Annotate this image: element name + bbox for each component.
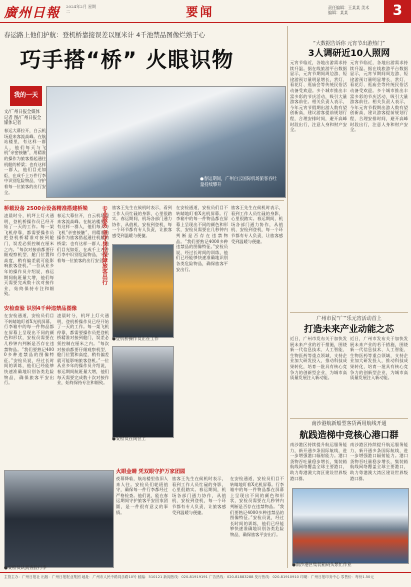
sub1-text-col1: 凌晨时分，机坪上灯火通明，登机桥操作员已经开始了一天的工作。每一架飞机停靠，都需要操作员把登机桥精准对接到舱门，误差必须控制在厘米之内。“每次对接前都要仔细观察机型、舱门位置和高度，稍有偏差就可能影响旅客登机。”一位从业多年的操作员介绍说，春运期间航班量大增，他们每天需要完成数十次对接作业，始终保持专注和细致。 (4, 213, 54, 297)
sub1-title: 桥载设备 2500台设备精准搭建桥梁 (4, 206, 88, 212)
right-story1-title: 3人调研近10人照网 (308, 49, 390, 59)
sub2-title: 安检查验 识别4千种违禁品图像 (4, 306, 77, 312)
right-story1-kicker: “大数据告诉你 元宵节出游热门” (313, 41, 385, 47)
main-text-col4: 旅客王先生在候机时表示，看到工作人员忙碌的身影，心里很踏实。春运期间，机场各部门通力协作，从值机、安检到登机，每一个环节都有专人负责，让旅客感受到温暖与便捷。 (231, 205, 283, 244)
sub1-text-col2: 春运大幕拉开，白云机场迎来客流高峰。在航站楼里，有这样一群人，他们每天与飞机“亲密接触”，用精准的操作为旅客搭起通往机舱的桥梁；也有这样一群人，他们目光如炬，在成千上万件行李中识别危险物品，守护着每一位旅客的出行安全。 (57, 213, 109, 263)
footer: 主管主办：广州日报社 出版：广州日报报业集团 地址：广州市人民中路同乐路10号 邮编：510121 新闻热线：020-81919191 广告热线：020-81883288 发行热线：020-81910910 印刷：广州日报印务中心 零售价：每份1.50元 (0, 572, 411, 587)
worker2-caption: ●安检员在岗位上 (112, 437, 146, 442)
section-title: 要闻 (186, 5, 215, 19)
newspaper-logo: 廣州日報 (4, 6, 61, 21)
column-divider (287, 26, 288, 568)
sub4-text-col2: 旅客王先生在候机时表示，看到工作人员忙碌的身影，心里很踏实。春运期间，机场各部门通力协作，从值机、安检到登机，每一个环节都有专人负责，让旅客感受到温暖与便捷。 (172, 476, 226, 515)
sub4-title: 火眼金睛 凭双眼守护万家团圆 (116, 469, 186, 475)
right-story1-text-col2: 元宵节临近，各地出游需求持续升温。据在线旅游平台数据显示，元宵节期间周边游、短途游预订量明显增长，赏灯、看花灯、逛庙会等传统民俗活动备受欢迎。多个城市推出丰富多彩的节庆活动，吸引大量游客前往。相关负责人表示，今年元宵节假期出游人数有望创新高，建议游客提前规划行程，合理安排时间，避开高峰时段出行，注意人身和财产安全。 (350, 60, 408, 133)
right-divider-1 (290, 312, 408, 313)
right-story2-text-col2: 近日，广州市发布关于加快发展未来产业的若干措施，围绕新一代信息技术、人工智能、生物医药等重点领域，支持企业加大研发投入，推动科技成果转化，培育一批具有核心竞争力的创新型企业，为城市高质量发展注入新动能。 (350, 336, 408, 381)
sub4-text-col3: 在安检通道，安检员们目不转睛地盯着X光机屏幕。行李箱中的每一件物品都在屏幕上呈现出不同的颜色和形状，安检员需要在几秒钟内判断是否存在违禁物品。“我们要熟记4000多种违禁品的图像特征。”安检员说，经过长时间的训练，他们已经能够快速准确地识别各类危险物品，确保旅客平安出行。 (230, 476, 284, 537)
right-divider-2 (290, 418, 408, 419)
right-story3-text-col2: 南沙港区持续提升航运服务能力，新开通多条国际航线，进一步增强港口辐射能力。港口货物吞吐量稳步增长，集装箱航线网络覆盖全球主要港口，助力粤港澳大湾区建设世界级港口群。 (350, 442, 408, 481)
right-story2-title: 打造未来产业动能之芯 (303, 325, 394, 335)
photo-badge: 我的一天 (10, 86, 42, 106)
sub3-vertical-title: 专业服务 坚守岗位保障旅客出行 (101, 206, 107, 285)
sub2-text-col2: 凌晨时分，机坪上灯火通明，登机桥操作员已经开始了一天的工作。每一架飞机停靠，都需要操作员把登机桥精准对接到舱门，误差必须控制在厘米之内。“每次对接前都要仔细观察机型、舱门位置和高度，稍有偏差就可能影响旅客登机。”一位从业多年的操作员介绍说，春运期间航班量大增，他们每天需要完成数十次对接作业，始终保持专注和细致。 (57, 313, 109, 386)
ship-photo (292, 488, 409, 564)
main-kicker: 春运路上他们护航：登机桥靠接误差以厘米计 4千池禁品图像烂熟于心 (4, 31, 206, 39)
right-story3-text-col1: 南沙港区持续提升航运服务能力，新开通多条国际航线，进一步增强港口辐射能力。港口货物吞吐量稳步增长，集装箱航线网络覆盖全球主要港口，助力粤港澳大湾区建设世界级港口群。 (290, 442, 347, 481)
sub2-text-col1: 在安检通道，安检员们目不转睛地盯着X光机屏幕。行李箱中的每一件物品都在屏幕上呈现出不同的颜色和形状，安检员需要在几秒钟内判断是否存在违禁物品。“我们要熟记4000多种违禁品的图像特征。”安检员说，经过长时间的训练，他们已经能够快速准确地识别各类危险物品，确保旅客平安出行。 (4, 313, 54, 386)
byline: 文/广州日报全媒体记者 图/广州日报全媒体记者 (4, 110, 42, 126)
right-story3-kicker: 南沙港航新船型客货两用航线开通 (311, 421, 387, 427)
right-story2-text-col1: 近日，广州市发布关于加快发展未来产业的若干措施，围绕新一代信息技术、人工智能、生物医药等重点领域，支持企业加大研发投入，推动科技成果转化，培育一批具有核心竞争力的创新型企业，为城市高质量发展注入新动能。 (290, 336, 347, 381)
train-photo-caption: ●春运期间，广州白云国际机场旅客吞吐量持续攀升 (200, 177, 277, 188)
main-headline: 巧手搭“桥” 火眼识物 (20, 48, 234, 72)
lead-text: 春运大幕拉开，白云机场迎来客流高峰。在航站楼里，有这样一群人，他们每天与飞机“亲密接触”，用精准的操作为旅客搭起通往机舱的桥梁；也有这样一群人，他们目光如炬，在成千上万件行李中识别危险物品，守护着每一位旅客的出行安全。 (4, 128, 46, 195)
logo-date: 2024年2月 星期二 (66, 4, 96, 14)
worker3-caption: ●安检员认真查验行李 (4, 566, 47, 571)
right-story1-text-col1: 元宵节临近，各地出游需求持续升温。据在线旅游平台数据显示，元宵节期间周边游、短途游预订量明显增长，赏灯、看花灯、逛庙会等传统民俗活动备受欢迎。多个城市推出丰富多彩的节庆活动，吸引大量游客前往。相关负责人表示，今年元宵节假期出游人数有望创新高，建议游客提前规划行程，合理安排时间，避开高峰时段出行，注意人身和财产安全。 (290, 60, 347, 133)
editor-info: 责任编辑：王某某 美术编辑：某某 (328, 5, 370, 15)
sub3-text: 旅客王先生在候机时表示，看到工作人员忙碌的身影，心里很踏实。春运期间，机场各部门通力协作，从值机、安检到登机，每一个环节都有专人负责，让旅客感受到温暖与便捷。 (112, 205, 172, 238)
worker1-caption: ●登机桥操作员正在工作 (112, 337, 159, 342)
page-number: 3 (384, 0, 411, 22)
worker1-photo (112, 244, 174, 338)
divider (4, 200, 284, 201)
main-text-col3: 在安检通道，安检员们目不转睛地盯着X光机屏幕。行李箱中的每一件物品都在屏幕上呈现出不同的颜色和形状，安检员需要在几秒钟内判断是否存在违禁物品。“我们要熟记4000多种违禁品的图像特征。”安检员说，经过长时间的训练，他们已经能够快速准确地识别各类危险物品，确保旅客平安出行。 (176, 205, 228, 272)
sub4-text-col1: 夜幕降临，航站楼里依旧人来人往。安检员们轮班值守，确保每一件行李都经过严格检查。他们说，能在春运期间守护旅客平安回家团圆，是一件很有意义的事情。 (116, 476, 168, 515)
right-story2-kicker: 广州市民“广”乐元宵活动首上 (316, 316, 382, 322)
ship-caption: ●南沙港区集装箱码头繁忙作业 (292, 563, 352, 568)
worker2-photo (112, 346, 174, 438)
worker3-photo (4, 470, 114, 568)
right-story3-title: 航践造梯中竞核心港口群 (299, 431, 399, 441)
